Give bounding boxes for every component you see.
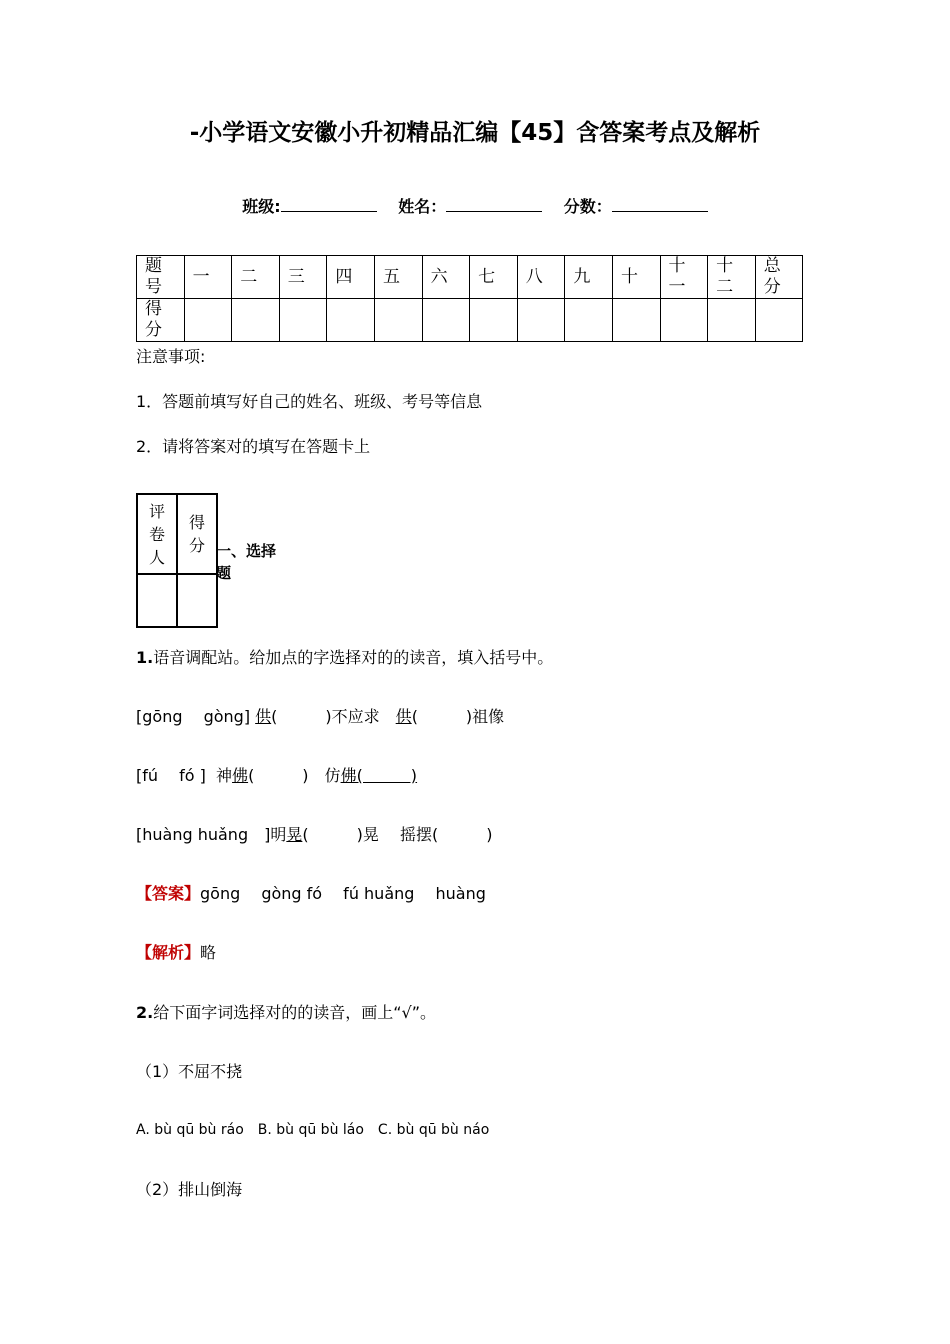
- score-cell[interactable]: [327, 299, 375, 342]
- score-cell[interactable]: [232, 299, 280, 342]
- class-label: 班级:: [242, 197, 281, 216]
- note-item-2: 2．请将答案对的填写在答题卡上: [136, 437, 371, 456]
- header-cell-total: 总 分: [755, 256, 803, 299]
- question-2-sub-1-options: A. bù qū bù ráo B. bù qū bù láo C. bù qū bù náo: [136, 1122, 490, 1138]
- score-cell[interactable]: [708, 299, 756, 342]
- note-item-1: 1．答题前填写好自己的姓名、班级、考号等信息: [136, 392, 483, 411]
- score-cell[interactable]: [470, 299, 518, 342]
- header-cell: 二: [232, 256, 280, 299]
- score-cell[interactable]: [565, 299, 613, 342]
- header-cell: 三: [279, 256, 327, 299]
- score-cell[interactable]: [612, 299, 660, 342]
- score-table-header-row: [137, 256, 803, 299]
- score-cell[interactable]: [517, 299, 565, 342]
- question-2-sub-2: （2）排山倒海: [136, 1180, 243, 1199]
- question-1-answer: 【答案】gōng gòng fó fú huǎng huàng: [136, 884, 486, 903]
- header-cell: 八: [517, 256, 565, 299]
- header-cell-label: 题 号: [137, 256, 185, 299]
- score-cell[interactable]: [374, 299, 422, 342]
- header-cell: 十 二: [708, 256, 756, 299]
- header-cell: 七: [470, 256, 518, 299]
- reviewer-label: 评 卷 人: [137, 494, 177, 574]
- score-cell[interactable]: [184, 299, 232, 342]
- class-blank[interactable]: [281, 197, 377, 212]
- notes-heading: 注意事项:: [136, 347, 206, 366]
- score-cell[interactable]: [279, 299, 327, 342]
- student-info-line: [0, 194, 950, 217]
- header-cell: 四: [327, 256, 375, 299]
- score-blank[interactable]: [612, 197, 708, 212]
- header-cell: 一: [184, 256, 232, 299]
- question-2-sub-1: （1）不屈不挠: [136, 1062, 243, 1081]
- header-cell: 十: [612, 256, 660, 299]
- question-2-stem: 2.给下面字词选择对的的读音，画上“√”。: [136, 1003, 436, 1022]
- header-cell: 五: [374, 256, 422, 299]
- score-table: [136, 255, 803, 342]
- name-label: 姓名：: [398, 197, 447, 216]
- question-1-stem: 1.语音调配站。给加点的字选择对的的读音，填入括号中。: [136, 648, 554, 667]
- score-cell[interactable]: [422, 299, 470, 342]
- reviewer-cell[interactable]: [137, 574, 177, 627]
- header-cell: 九: [565, 256, 613, 299]
- score-cell-total[interactable]: [755, 299, 803, 342]
- question-1-line-1: [gōng gòng] 供( )不应求 供( )祖像: [136, 707, 505, 726]
- grader-score-label: 得 分: [177, 494, 217, 574]
- score-label: 分数：: [563, 197, 612, 216]
- question-1-line-3: [huàng huǎng ]明晃( )晃 摇摆( ): [136, 825, 493, 844]
- header-cell: 十 一: [660, 256, 708, 299]
- name-blank[interactable]: [446, 197, 542, 212]
- grader-score-cell[interactable]: [177, 574, 217, 627]
- question-1-analysis: 【解析】略: [136, 943, 217, 962]
- grader-box: [136, 493, 218, 628]
- section-heading: 一、选择 题: [216, 542, 277, 582]
- header-cell: 六: [422, 256, 470, 299]
- score-cell[interactable]: [660, 299, 708, 342]
- score-row-label: 得 分: [137, 299, 185, 342]
- question-1-line-2: [fú fó ] 神佛( ) 仿佛( ): [136, 766, 418, 785]
- score-table-score-row: [137, 299, 803, 342]
- document-title: -小学语文安徽小升初精品汇编【45】含答案考点及解析: [189, 120, 761, 146]
